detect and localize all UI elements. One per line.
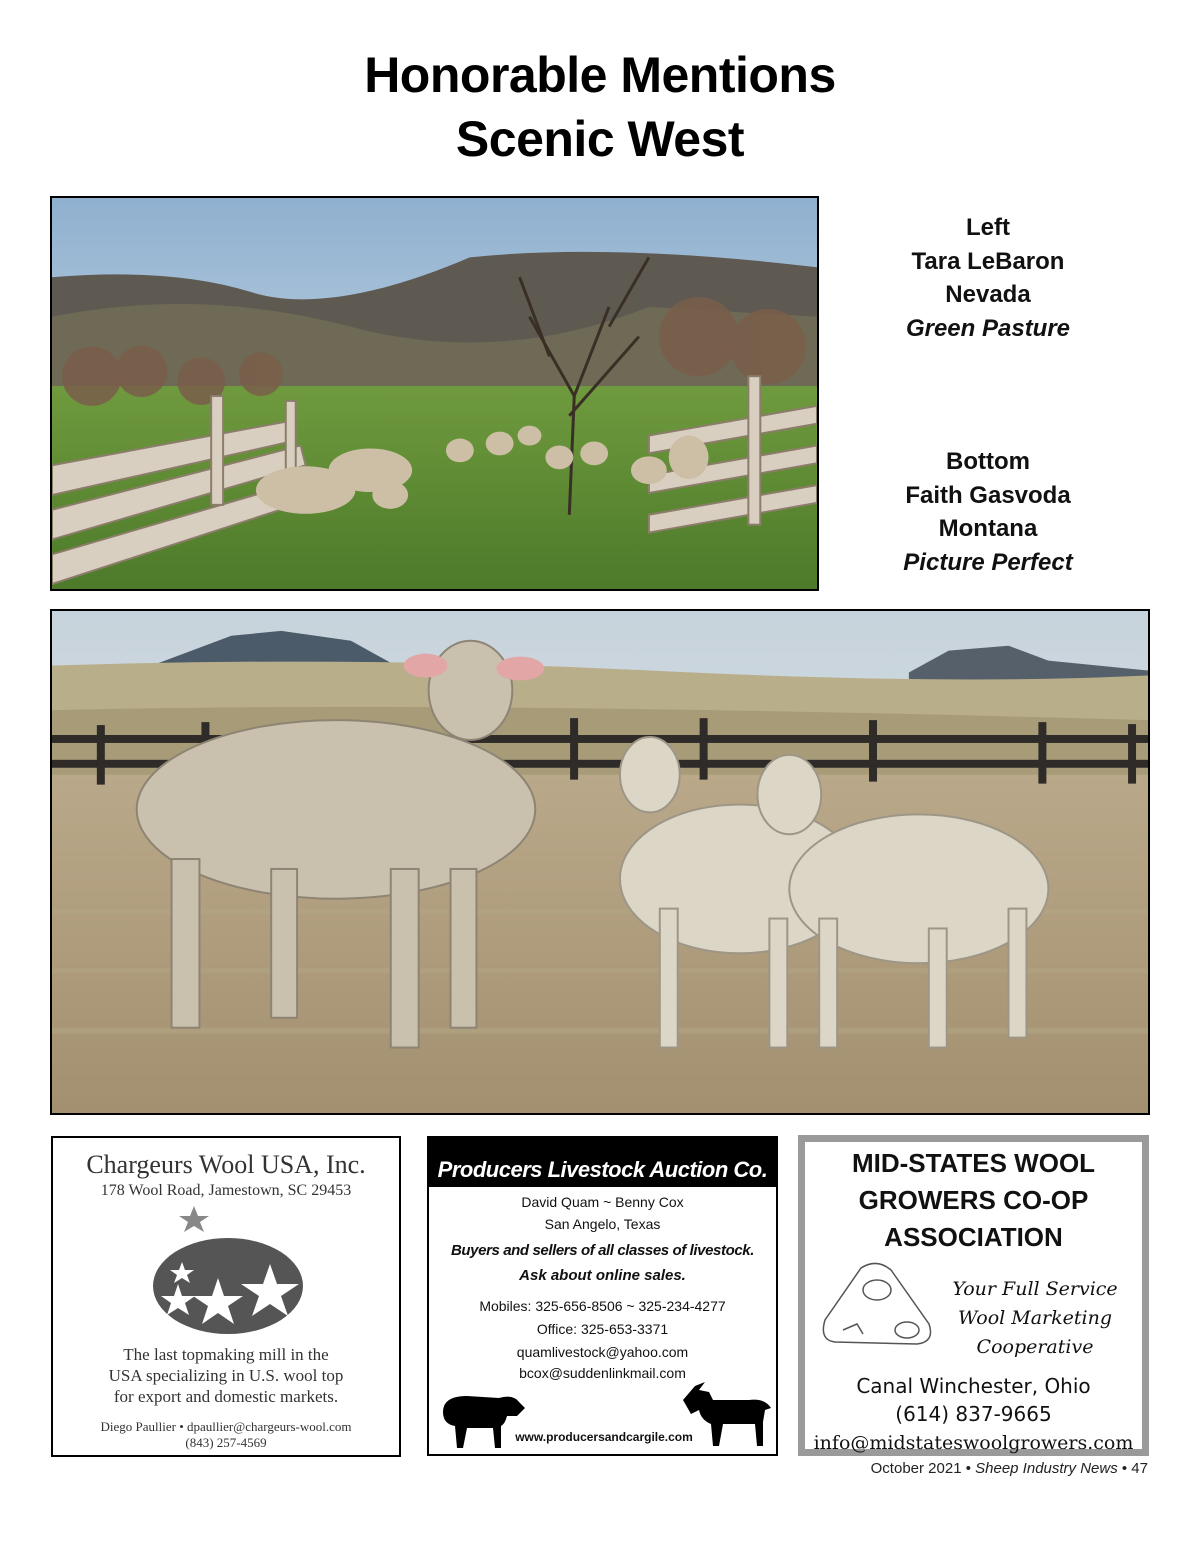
page-footer <box>871 1460 1148 1477</box>
ad-midstates-wool[interactable] <box>798 1135 1149 1456</box>
caption-bottom-name: Faith Gasvoda <box>905 481 1071 509</box>
midstates-name-line-1: MID-STATES WOOL <box>851 1148 1096 1178</box>
bottom-photo-ewe-lambs <box>50 609 1150 1115</box>
ad-chargeurs-wool[interactable] <box>51 1136 401 1457</box>
chargeurs-tagline <box>53 1344 399 1407</box>
producers-location: San Angelo, Texas <box>544 1216 661 1232</box>
midstates-name-line-2: GROWERS CO-OP <box>858 1185 1089 1215</box>
producers-email-1[interactable]: quamlivestock@yahoo.com <box>516 1344 689 1360</box>
midstates-phone: (614) 837-9665 <box>895 1402 1052 1426</box>
chargeurs-contact: Diego Paullier • dpaullier@chargeurs-wool.com <box>100 1419 352 1434</box>
producers-slogan-line-1: Buyers and sellers of all classes of livestock. <box>450 1242 755 1259</box>
midstates-slogan <box>935 1275 1135 1362</box>
footer-separator: • <box>961 1460 976 1477</box>
producers-office: Office: 325-653-3371 <box>536 1321 669 1337</box>
goat-silhouette-icon <box>679 1380 775 1450</box>
footer-page-number: • 47 <box>1117 1460 1148 1477</box>
corral-scene-illustration <box>52 198 817 589</box>
chargeurs-company-name: Chargeurs Wool USA, Inc. <box>86 1150 366 1179</box>
midstates-slogan-line-1: Your Full Service <box>952 1278 1118 1300</box>
midstates-slogan-line-3: Cooperative <box>976 1336 1094 1358</box>
midstates-name <box>805 1145 1142 1256</box>
footer-date: October 2021 <box>870 1460 962 1477</box>
caption-left-name: Tara LeBaron <box>911 247 1065 275</box>
producers-slogan-line-2: Ask about online sales. <box>519 1267 686 1284</box>
caption-left-title: Green Pasture <box>905 314 1071 342</box>
midstates-city: Canal Winchester, Ohio <box>856 1374 1091 1398</box>
producers-mobiles: Mobiles: 325-656-8506 ~ 325-234-4277 <box>479 1298 726 1314</box>
caption-left-state: Nevada <box>945 281 1031 308</box>
chargeurs-phone: (843) 257-4569 <box>185 1435 267 1450</box>
producers-company-name: Producers Livestock Auction Co. <box>429 1138 776 1187</box>
chargeurs-tagline-line-3: for export and domestic markets. <box>113 1387 339 1406</box>
page-title-line-1: Honorable Mentions <box>364 47 836 103</box>
producers-email-2[interactable]: bcox@suddenlinkmail.com <box>519 1365 686 1381</box>
caption-left <box>868 211 1108 345</box>
midstates-email[interactable]: info@midstateswoolgrowers.com <box>813 1432 1134 1454</box>
pasture-scene-illustration <box>52 611 1148 1113</box>
caption-left-position: Left <box>966 214 1010 241</box>
midstates-slogan-line-2: Wool Marketing <box>958 1307 1112 1329</box>
caption-bottom-state: Montana <box>938 515 1038 542</box>
page-title-line-2: Scenic West <box>455 111 745 167</box>
chargeurs-tagline-line-1: The last topmaking mill in the <box>123 1345 329 1364</box>
chargeurs-tagline-line-2: USA specializing in U.S. wool top <box>108 1366 344 1385</box>
midstates-sheep-logo <box>817 1260 937 1360</box>
midstates-name-line-3: ASSOCIATION <box>884 1222 1063 1252</box>
caption-bottom-position: Bottom <box>946 448 1030 475</box>
chargeurs-stars-logo <box>148 1204 308 1338</box>
caption-bottom <box>868 445 1108 579</box>
producers-people: David Quam ~ Benny Cox <box>521 1194 684 1210</box>
caption-bottom-title: Picture Perfect <box>903 548 1073 576</box>
ad-producers-livestock[interactable] <box>427 1136 778 1456</box>
footer-publication: Sheep Industry News <box>975 1460 1118 1477</box>
top-photo-sheep-corral <box>50 196 819 591</box>
producers-website[interactable]: www.producersandcargile.com <box>515 1430 693 1444</box>
chargeurs-address: 178 Wool Road, Jamestown, SC 29453 <box>100 1182 352 1199</box>
